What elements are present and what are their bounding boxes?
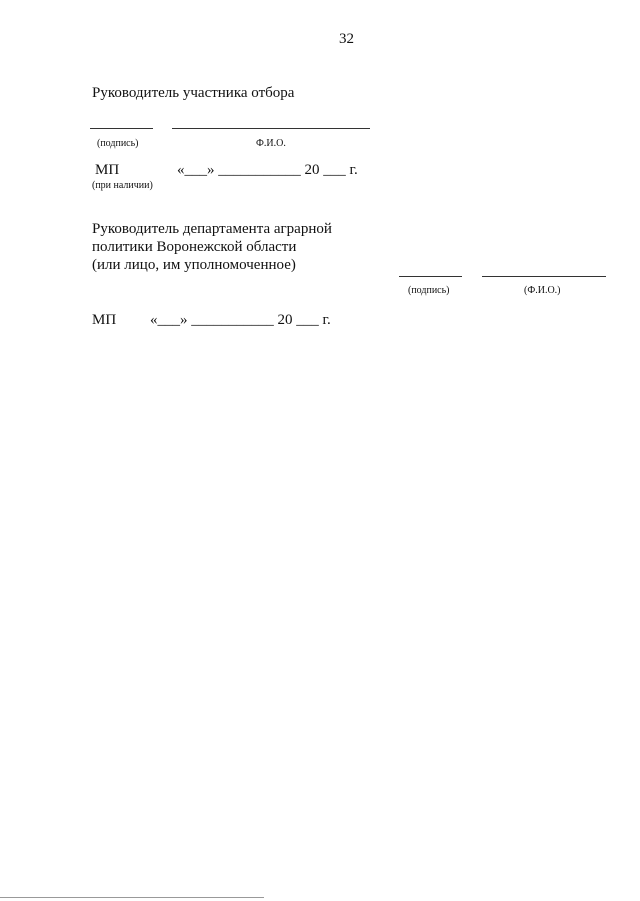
page-number: 32 [339,31,354,47]
department-title-line-3: (или лицо, им уполномоченное) [92,257,296,273]
department-fio-caption: (Ф.И.О.) [524,285,561,296]
participant-title: Руководитель участника отбора [92,85,295,101]
participant-stamp-note: (при наличии) [92,180,153,191]
participant-signature-line [90,128,153,129]
department-stamp-label: МП [92,312,117,328]
scan-edge-line [0,897,264,898]
participant-date-line: «___» ___________ 20 ___ г. [177,162,358,178]
department-signature-caption: (подпись) [408,285,450,296]
department-date-line: «___» ___________ 20 ___ г. [150,312,331,328]
participant-stamp-label: МП [95,162,120,178]
department-fio-line [482,276,606,277]
department-title [92,220,332,274]
department-title-line-1: Руководитель департамента аграрной [92,221,332,237]
participant-signature-caption: (подпись) [97,138,139,149]
participant-fio-caption: Ф.И.О. [256,138,286,149]
department-signature-line [399,276,462,277]
department-title-line-2: политики Воронежской области [92,239,297,255]
participant-fio-line [172,128,370,129]
